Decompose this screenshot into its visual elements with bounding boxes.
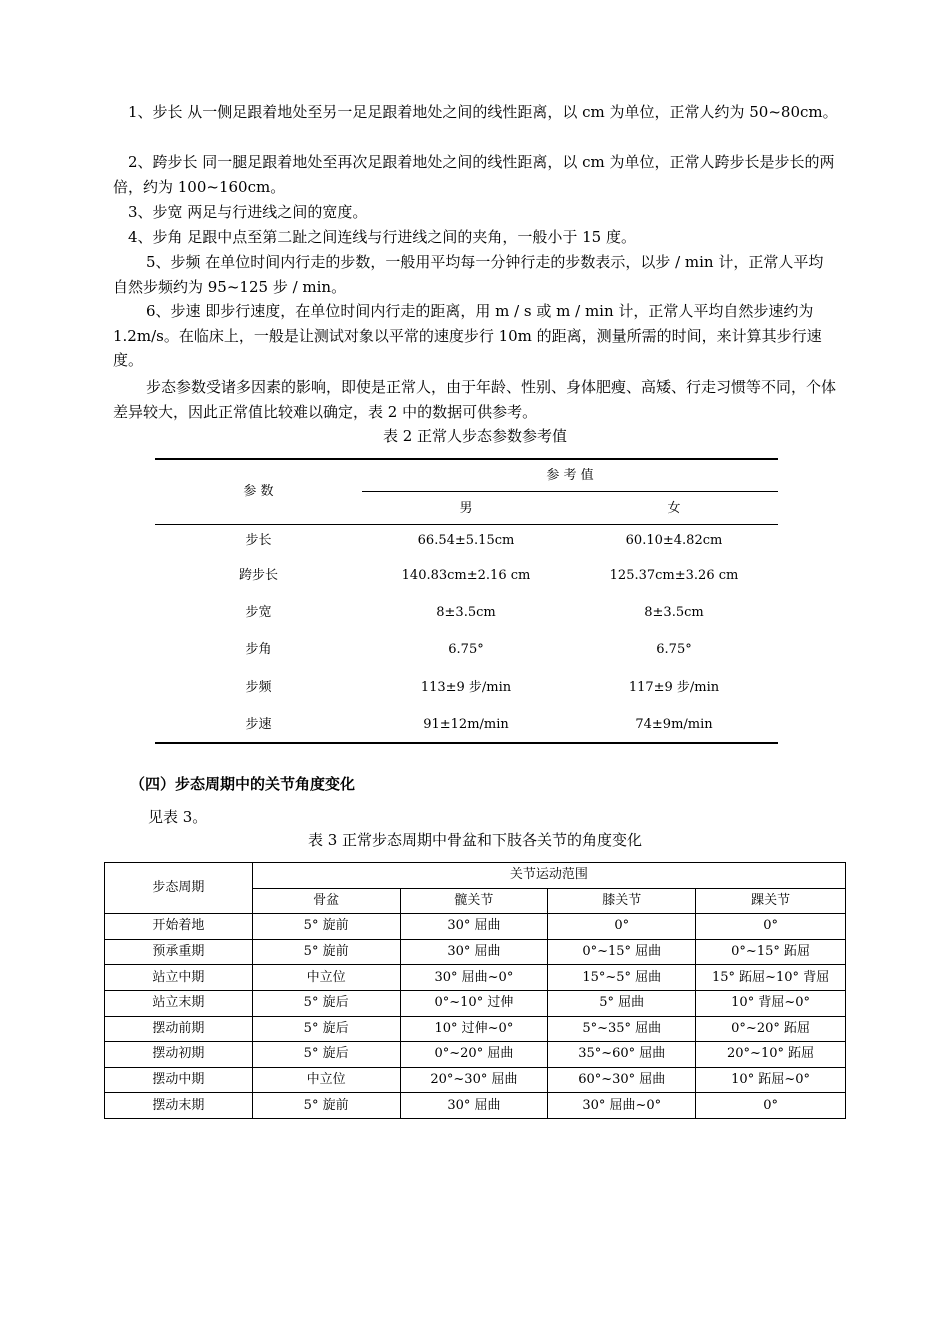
- table3-header-pelvis: 骨盆: [252, 888, 400, 914]
- table3-cell-pelvis: 5° 旋后: [252, 1016, 400, 1042]
- table3-cell-pelvis: 5° 旋前: [252, 914, 400, 940]
- table2-row-female: 74±9m/min: [635, 717, 713, 732]
- table2-row-female: 125.37cm±3.26 cm: [609, 568, 739, 583]
- table2-row-male: 91±12m/min: [423, 717, 509, 732]
- paragraph-gait-params-note: 步态参数受诸多因素的影响，即使是正常人，由于年龄、性别、身体肥瘦、高矮、行走习惯等不同，个体差异较大，因此正常值比较难以确定，表 2 中的数据可供参考。: [113, 378, 837, 421]
- paragraph-step-length: 1、步长 从一侧足跟着地处至另一足足跟着地处之间的线性距离，以 cm 为单位，正常人约为 50~80cm。: [128, 103, 838, 121]
- paragraph-step-angle: 4、步角 足跟中点至第二趾之间连线与行进线之间的夹角，一般小于 15 度。: [128, 228, 636, 246]
- table3-cell-knee: 35°~60° 屈曲: [548, 1042, 696, 1068]
- table-row: [105, 990, 846, 1016]
- table3-cell-pelvis: 5° 旋前: [252, 1093, 400, 1119]
- table3-cell-hip: 30° 屈曲~0°: [400, 965, 548, 991]
- table2-row-param: 步速: [245, 717, 272, 732]
- table3-cell-phase: 开始着地: [105, 914, 253, 940]
- table3-cell-hip: 10° 过伸~0°: [400, 1016, 548, 1042]
- table2-header-param: 参 数: [243, 484, 274, 499]
- table2-top-rule: [155, 458, 778, 460]
- table3-cell-pelvis: 5° 旋后: [252, 990, 400, 1016]
- table3-header-knee: 膝关节: [548, 888, 696, 914]
- table3-cell-phase: 摆动末期: [105, 1093, 253, 1119]
- table3-cell-pelvis: 5° 旋前: [252, 939, 400, 965]
- table3-cell-ankle: 0°: [696, 914, 846, 940]
- table2-header-male: 男: [459, 501, 473, 516]
- table2-row-female: 6.75°: [656, 642, 692, 657]
- table-row: [105, 914, 846, 940]
- table2-row-param: 步频: [245, 680, 272, 695]
- table3-cell-hip: 0°~10° 过伸: [400, 990, 548, 1016]
- table2-row-param: 步长: [245, 533, 272, 548]
- table3-caption: 表 3 正常步态周期中骨盆和下肢各关节的角度变化: [307, 831, 643, 849]
- table2-caption: 表 2 正常人步态参数参考值: [382, 427, 568, 445]
- table3-cell-pelvis: 中立位: [252, 965, 400, 991]
- table2-row-male: 66.54±5.15cm: [417, 533, 515, 548]
- table3-cell-ankle: 0°~15° 跖屈: [696, 939, 846, 965]
- table3-cell-knee: 0°: [548, 914, 696, 940]
- table2-row-male: 113±9 步/min: [420, 680, 512, 695]
- table2-header-ref: 参 考 值: [546, 468, 594, 483]
- table3-cell-knee: 0°~15° 屈曲: [548, 939, 696, 965]
- table-row: [105, 1042, 846, 1068]
- table3-cell-phase: 摆动初期: [105, 1042, 253, 1068]
- table3-cell-hip: 30° 屈曲: [400, 1093, 548, 1119]
- table2-row-param: 步角: [245, 642, 272, 657]
- table3-cell-phase: 站立中期: [105, 965, 253, 991]
- table3-header-phase: 步态周期: [105, 863, 253, 914]
- table2-row-male: 140.83cm±2.16 cm: [401, 568, 531, 583]
- table2-row-female: 8±3.5cm: [644, 605, 704, 620]
- table2-header-female: 女: [667, 501, 681, 516]
- paragraph-step-width: 3、步宽 两足与行进线之间的宽度。: [128, 203, 368, 221]
- table-row: [105, 1093, 846, 1119]
- table3-cell-hip: 30° 屈曲: [400, 914, 548, 940]
- table3-cell-ankle: 10° 背屈~0°: [696, 990, 846, 1016]
- paragraph-walking-speed: 6、步速 即步行速度，在单位时间内行走的距离，用 m / s 或 m / min 计，正常人平均自然步速约为 1.2m/s。在临床上，一般是让测试对象以平常的速度步行 10m 的距离，测量所需的时间，来计算其步行速度。: [113, 302, 822, 369]
- table3-header-range: 关节运动范围: [252, 863, 845, 889]
- table2-row-param: 步宽: [245, 605, 272, 620]
- table-row: [105, 965, 846, 991]
- paragraph-stride-length: 2、跨步长 同一腿足跟着地处至再次足跟着地处之间的线性距离，以 cm 为单位，正常人跨步长是步长的两倍，约为 100~160cm。: [113, 153, 835, 196]
- table3-cell-ankle: 20°~10° 跖屈: [696, 1042, 846, 1068]
- table3-cell-knee: 5°~35° 屈曲: [548, 1016, 696, 1042]
- table3-header-ankle: 踝关节: [696, 888, 846, 914]
- table2-row-male: 8±3.5cm: [436, 605, 496, 620]
- table-row: [105, 939, 846, 965]
- table3-cell-hip: 20°~30° 屈曲: [400, 1067, 548, 1093]
- table-row: [105, 1016, 846, 1042]
- table2-row-male: 6.75°: [448, 642, 484, 657]
- table3-joint-angles: [104, 862, 846, 1119]
- table3-cell-pelvis: 中立位: [252, 1067, 400, 1093]
- table2-row-female: 60.10±4.82cm: [625, 533, 723, 548]
- paragraph-cadence: 5、步频 在单位时间内行走的步数，一般用平均每一分钟行走的步数表示，以步 / min 计，正常人平均自然步频约为 95~125 步 / min。: [113, 253, 824, 296]
- table2-sub-rule: [362, 491, 778, 492]
- table3-cell-pelvis: 5° 旋后: [252, 1042, 400, 1068]
- table3-cell-knee: 15°~5° 屈曲: [548, 965, 696, 991]
- table2-header-rule: [155, 524, 778, 525]
- table2-row-param: 跨步长: [238, 568, 278, 583]
- table3-header-hip: 髋关节: [400, 888, 548, 914]
- table3-cell-phase: 摆动中期: [105, 1067, 253, 1093]
- table3-cell-phase: 摆动前期: [105, 1016, 253, 1042]
- table3-cell-hip: 0°~20° 屈曲: [400, 1042, 548, 1068]
- table3-cell-knee: 5° 屈曲: [548, 990, 696, 1016]
- table3-cell-knee: 30° 屈曲~0°: [548, 1093, 696, 1119]
- table-row: [105, 863, 846, 889]
- section-heading-joint-angles: （四）步态周期中的关节角度变化: [130, 775, 356, 793]
- table3-cell-ankle: 0°~20° 跖屈: [696, 1016, 846, 1042]
- see-table3-text: 见表 3。: [148, 808, 208, 826]
- table3-cell-phase: 预承重期: [105, 939, 253, 965]
- table3-cell-ankle: 0°: [696, 1093, 846, 1119]
- table-row: [105, 1067, 846, 1093]
- table2-bottom-rule: [155, 742, 778, 744]
- table3-cell-knee: 60°~30° 屈曲: [548, 1067, 696, 1093]
- table3-cell-hip: 30° 屈曲: [400, 939, 548, 965]
- table2-row-female: 117±9 步/min: [628, 680, 720, 695]
- table3-cell-ankle: 10° 跖屈~0°: [696, 1067, 846, 1093]
- table3-cell-ankle: 15° 跖屈~10° 背屈: [696, 965, 846, 991]
- table3-cell-phase: 站立末期: [105, 990, 253, 1016]
